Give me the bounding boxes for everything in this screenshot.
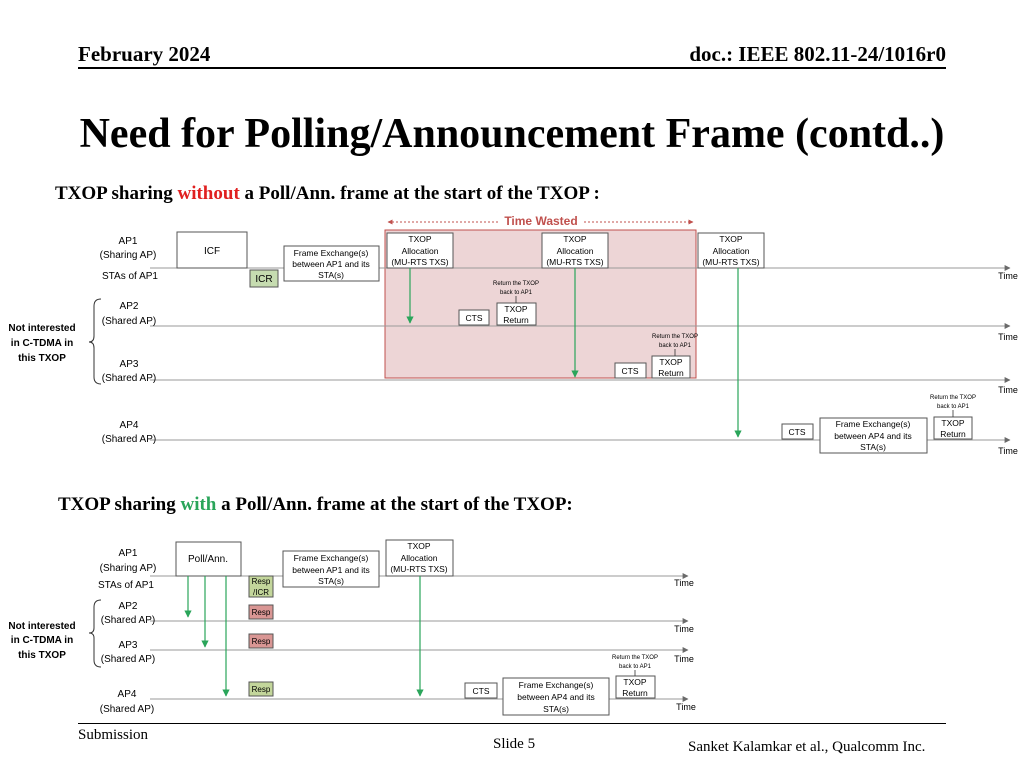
cts-label: CTS xyxy=(472,686,490,696)
return-note-line1: Return the TXOP xyxy=(612,655,658,661)
label-ap4: AP4 xyxy=(117,689,137,700)
label-ap1-role: (Sharing AP) xyxy=(99,250,157,261)
txop-allocation-line1: TXOP xyxy=(719,234,743,244)
frame-exchange-ap1-line1: Frame Exchange(s) xyxy=(293,248,369,258)
label-ap3: AP3 xyxy=(118,640,138,651)
diagram-without-poll xyxy=(8,214,1017,456)
label-ap3-role: (Shared AP) xyxy=(100,654,156,665)
label-ap4-role: (Shared AP) xyxy=(101,434,157,445)
label-stas-ap1: STAs of AP1 xyxy=(102,271,158,282)
heading-suffix: a Poll/Ann. frame at the start of the TXOP: xyxy=(216,494,573,515)
header-date: February 2024 xyxy=(78,42,211,66)
label-ap1: AP1 xyxy=(118,548,138,559)
resp-icr-line1: Resp xyxy=(251,577,271,586)
time-label: Time xyxy=(998,385,1018,395)
icr-label: ICR xyxy=(255,274,273,285)
not-interested-label-line2: in C-TDMA in xyxy=(10,338,74,349)
frame-exchange-ap1-line3: STA(s) xyxy=(318,576,344,586)
txop-allocation-line2: Allocation xyxy=(556,246,594,256)
return-note-line1: Return the TXOP xyxy=(493,281,539,287)
time-label: Time xyxy=(674,624,694,634)
heading-suffix: a Poll/Ann. frame at the start of the TXOP : xyxy=(239,183,600,204)
time-label: Time xyxy=(998,446,1018,456)
cts-label: CTS xyxy=(788,427,806,437)
cts-label: CTS xyxy=(465,313,483,323)
txop-allocation-line3: (MU-RTS TXS) xyxy=(702,257,760,267)
return-note-line1: Return the TXOP xyxy=(930,395,976,401)
txop-allocation-line2: Allocation xyxy=(401,246,439,256)
label-ap2-role: (Shared AP) xyxy=(100,615,156,626)
label-stas-ap1: STAs of AP1 xyxy=(98,580,154,591)
label-ap2-role: (Shared AP) xyxy=(101,316,157,327)
txop-return-line1: TXOP xyxy=(623,677,647,687)
return-note-line2: back to AP1 xyxy=(499,290,533,296)
label-ap4: AP4 xyxy=(119,420,139,431)
time-label: Time xyxy=(998,332,1018,342)
frame-exchange-ap4-line2: between AP4 and its xyxy=(517,692,595,702)
not-interested-label-line3: this TXOP xyxy=(18,353,66,364)
txop-return-line2: Return xyxy=(940,429,966,439)
diagram-with-poll xyxy=(8,540,695,715)
label-ap2: AP2 xyxy=(119,301,139,312)
time-label: Time xyxy=(998,271,1018,281)
txop-return-line2: Return xyxy=(622,688,648,698)
heading-prefix: TXOP sharing xyxy=(55,183,178,204)
not-interested-label-line1: Not interested xyxy=(8,621,76,632)
txop-return-line2: Return xyxy=(658,368,684,378)
label-ap1: AP1 xyxy=(118,236,138,247)
txop-return-line2: Return xyxy=(503,315,529,325)
txop-allocation-line3: (MU-RTS TXS) xyxy=(390,564,448,574)
txop-allocation-line1: TXOP xyxy=(408,234,432,244)
return-note-line2: back to AP1 xyxy=(936,404,970,410)
frame-exchange-ap4-line2: between AP4 and its xyxy=(834,431,912,441)
label-ap4-role: (Shared AP) xyxy=(99,704,155,715)
time-wasted-label: Time Wasted xyxy=(504,214,578,228)
txop-allocation-line3: (MU-RTS TXS) xyxy=(546,257,604,267)
frame-exchange-ap1-line2: between AP1 and its xyxy=(292,259,370,269)
heading-prefix: TXOP sharing xyxy=(58,494,181,515)
txop-allocation-line1: TXOP xyxy=(407,541,431,551)
txop-allocation-line2: Allocation xyxy=(400,553,438,563)
frame-exchange-ap1-line3: STA(s) xyxy=(318,270,344,280)
heading-highlight-with: with xyxy=(180,494,217,515)
time-label: Time xyxy=(674,578,694,588)
label-ap3-role: (Shared AP) xyxy=(101,373,157,384)
frame-exchange-ap1-line2: between AP1 and its xyxy=(292,565,370,575)
poll-announcement-label: Poll/Ann. xyxy=(187,554,229,565)
frame-exchange-ap4-line1: Frame Exchange(s) xyxy=(835,419,911,429)
resp-label: Resp xyxy=(251,608,271,617)
heading-highlight-without: without xyxy=(177,183,240,204)
txop-allocation-line3: (MU-RTS TXS) xyxy=(391,257,449,267)
footer-author: Sanket Kalamkar et al., Qualcomm Inc. xyxy=(688,739,926,755)
return-note-line2: back to AP1 xyxy=(658,343,692,349)
label-ap2: AP2 xyxy=(118,601,138,612)
return-note-line2: back to AP1 xyxy=(618,664,652,670)
txop-return-line1: TXOP xyxy=(659,357,683,367)
slide-title: Need for Polling/Announcement Frame (contd..) xyxy=(79,111,945,157)
header-doc-id: doc.: IEEE 802.11-24/1016r0 xyxy=(689,42,946,66)
footer-slide-number: Slide 5 xyxy=(493,736,536,752)
not-interested-label-line1: Not interested xyxy=(8,323,76,334)
cts-label: CTS xyxy=(621,366,639,376)
label-ap1-role: (Sharing AP) xyxy=(99,563,157,574)
icf-label: ICF xyxy=(203,246,221,257)
not-interested-label-line2: in C-TDMA in xyxy=(10,635,74,646)
time-label: Time xyxy=(676,702,696,712)
return-note-line1: Return the TXOP xyxy=(652,334,698,340)
frame-exchange-ap4-line3: STA(s) xyxy=(860,442,886,452)
time-label: Time xyxy=(674,654,694,664)
txop-allocation-line2: Allocation xyxy=(712,246,750,256)
grouping-brace xyxy=(89,299,101,384)
frame-exchange-ap4-line3: STA(s) xyxy=(543,704,569,714)
frame-exchange-ap1-line1: Frame Exchange(s) xyxy=(293,553,369,563)
grouping-brace xyxy=(89,600,101,667)
txop-return-line1: TXOP xyxy=(504,304,528,314)
frame-exchange-ap4-line1: Frame Exchange(s) xyxy=(518,680,594,690)
footer-submission: Submission xyxy=(78,727,149,743)
resp-icr-line2: /ICR xyxy=(253,588,269,597)
footer-rule xyxy=(78,723,946,724)
resp-label: Resp xyxy=(251,685,271,694)
label-ap3: AP3 xyxy=(119,359,139,370)
resp-label: Resp xyxy=(251,637,271,646)
txop-return-line1: TXOP xyxy=(941,418,965,428)
not-interested-label-line3: this TXOP xyxy=(18,650,66,661)
txop-allocation-line1: TXOP xyxy=(563,234,587,244)
